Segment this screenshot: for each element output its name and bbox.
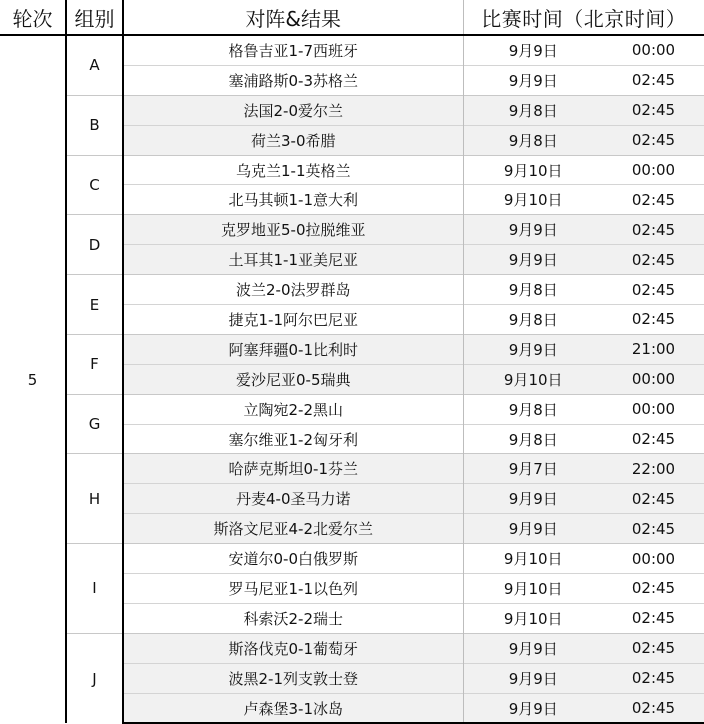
table-row bbox=[0, 454, 704, 484]
match-result-cell: 波兰2-0法罗群岛 bbox=[123, 275, 463, 305]
match-date-cell: 9月9日 bbox=[463, 65, 603, 95]
match-time-cell: 02:45 bbox=[603, 245, 704, 275]
match-result-cell: 哈萨克斯坦0-1芬兰 bbox=[123, 454, 463, 484]
match-time-cell: 02:45 bbox=[603, 693, 704, 723]
match-date-cell: 9月8日 bbox=[463, 95, 603, 125]
group-cell: E bbox=[66, 275, 123, 335]
match-result-cell: 塞尔维亚1-2匈牙利 bbox=[123, 424, 463, 454]
match-result-cell: 土耳其1-1亚美尼亚 bbox=[123, 245, 463, 275]
group-cell: B bbox=[66, 95, 123, 155]
match-result-cell: 爱沙尼亚0-5瑞典 bbox=[123, 364, 463, 394]
match-time-cell: 02:45 bbox=[603, 484, 704, 514]
match-result-cell: 丹麦4-0圣马力诺 bbox=[123, 484, 463, 514]
table-row bbox=[0, 275, 704, 305]
match-time-cell: 02:45 bbox=[603, 65, 704, 95]
match-date-cell: 9月10日 bbox=[463, 603, 603, 633]
table-row bbox=[0, 394, 704, 424]
match-date-cell: 9月9日 bbox=[463, 245, 603, 275]
match-time-cell: 22:00 bbox=[603, 454, 704, 484]
match-time-cell: 02:45 bbox=[603, 95, 704, 125]
match-time-cell: 02:45 bbox=[603, 275, 704, 305]
match-result-cell: 法国2-0爱尔兰 bbox=[123, 95, 463, 125]
match-time-cell: 00:00 bbox=[603, 394, 704, 424]
match-date-cell: 9月9日 bbox=[463, 215, 603, 245]
group-cell: C bbox=[66, 155, 123, 215]
table-header bbox=[0, 0, 704, 35]
match-time-cell: 00:00 bbox=[603, 155, 704, 185]
match-result-cell: 安道尔0-0白俄罗斯 bbox=[123, 544, 463, 574]
match-time-cell: 00:00 bbox=[631, 41, 676, 60]
match-time-cell: 02:45 bbox=[603, 574, 704, 604]
match-result-cell: 克罗地亚5-0拉脱维亚 bbox=[123, 215, 463, 245]
header-match-result: 对阵&结果 bbox=[123, 0, 463, 35]
match-time-cell: 02:45 bbox=[603, 663, 704, 693]
header-kickoff-time: 比赛时间（北京时间） bbox=[463, 0, 704, 35]
match-date-cell: 9月10日 bbox=[463, 364, 603, 394]
match-result-cell: 斯洛伐克0-1葡萄牙 bbox=[123, 633, 463, 663]
group-cell: D bbox=[66, 215, 123, 275]
match-time-cell: 02:45 bbox=[603, 305, 704, 335]
header-group: 组别 bbox=[66, 0, 123, 35]
match-date-cell: 9月10日 bbox=[463, 574, 603, 604]
match-date-cell: 9月9日 bbox=[463, 693, 603, 723]
header-round: 轮次 bbox=[0, 0, 66, 35]
match-date-cell: 9月7日 bbox=[463, 454, 603, 484]
match-date-cell: 9月8日 bbox=[463, 394, 603, 424]
match-result-cell: 斯洛文尼亚4-2北爱尔兰 bbox=[123, 514, 463, 544]
match-result-cell: 塞浦路斯0-3苏格兰 bbox=[123, 65, 463, 95]
group-cell: H bbox=[66, 454, 123, 544]
header-row bbox=[0, 0, 704, 35]
match-date-cell: 9月8日 bbox=[463, 275, 603, 305]
match-date-cell: 9月9日 bbox=[508, 41, 558, 60]
table-row bbox=[0, 544, 704, 574]
table-row bbox=[0, 95, 704, 125]
match-date-cell: 9月10日 bbox=[463, 155, 603, 185]
match-result-cell: 罗马尼亚1-1以色列 bbox=[123, 574, 463, 604]
match-result-cell: 波黑2-1列支敦士登 bbox=[123, 663, 463, 693]
match-date-cell: 9月9日 bbox=[463, 334, 603, 364]
match-date-cell: 9月10日 bbox=[463, 544, 603, 574]
match-time-cell: 00:00 bbox=[603, 364, 704, 394]
group-cell: F bbox=[66, 334, 123, 394]
match-date-cell: 9月10日 bbox=[463, 185, 603, 215]
match-date-cell: 9月8日 bbox=[463, 424, 603, 454]
match-time-cell: 02:45 bbox=[603, 125, 704, 155]
match-result-cell: 立陶宛2-2黑山 bbox=[123, 394, 463, 424]
match-result-cell: 捷克1-1阿尔巴尼亚 bbox=[123, 305, 463, 335]
match-date-cell: 9月9日 bbox=[463, 633, 603, 663]
group-cell: J bbox=[66, 633, 123, 723]
match-time-cell: 02:45 bbox=[603, 603, 704, 633]
match-result-cell: 科索沃2-2瑞士 bbox=[123, 603, 463, 633]
table-row bbox=[0, 334, 704, 364]
match-result-cell: 荷兰3-0希腊 bbox=[123, 125, 463, 155]
group-cell: I bbox=[66, 544, 123, 634]
match-result-cell: 卢森堡3-1冰岛 bbox=[123, 693, 463, 723]
group-cell: G bbox=[66, 394, 123, 454]
match-time-cell: 02:45 bbox=[603, 185, 704, 215]
match-date-cell: 9月9日 bbox=[463, 663, 603, 693]
match-result-cell: 北马其顿1-1意大利 bbox=[123, 185, 463, 215]
match-time-cell: 21:00 bbox=[603, 334, 704, 364]
match-date-cell: 9月8日 bbox=[463, 305, 603, 335]
match-date-cell: 9月9日 bbox=[463, 514, 603, 544]
round-cell: 5 bbox=[0, 35, 66, 723]
group-cell: A bbox=[66, 35, 123, 95]
table-row bbox=[0, 215, 704, 245]
match-time-cell: 00:00 bbox=[603, 544, 704, 574]
table-row bbox=[0, 155, 704, 185]
match-result-cell: 阿塞拜疆0-1比利时 bbox=[123, 334, 463, 364]
table-row bbox=[0, 35, 704, 65]
match-time-cell: 02:45 bbox=[603, 215, 704, 245]
match-time-cell: 02:45 bbox=[603, 514, 704, 544]
match-result-cell: 乌克兰1-1英格兰 bbox=[123, 155, 463, 185]
match-time-cell: 02:45 bbox=[603, 424, 704, 454]
match-date-cell: 9月9日 bbox=[463, 484, 603, 514]
match-date-cell: 9月8日 bbox=[463, 125, 603, 155]
match-time-cell: 02:45 bbox=[603, 633, 704, 663]
match-result-cell: 格鲁吉亚1-7西班牙 bbox=[123, 35, 463, 65]
table-row bbox=[0, 633, 704, 663]
table-body bbox=[0, 35, 704, 723]
